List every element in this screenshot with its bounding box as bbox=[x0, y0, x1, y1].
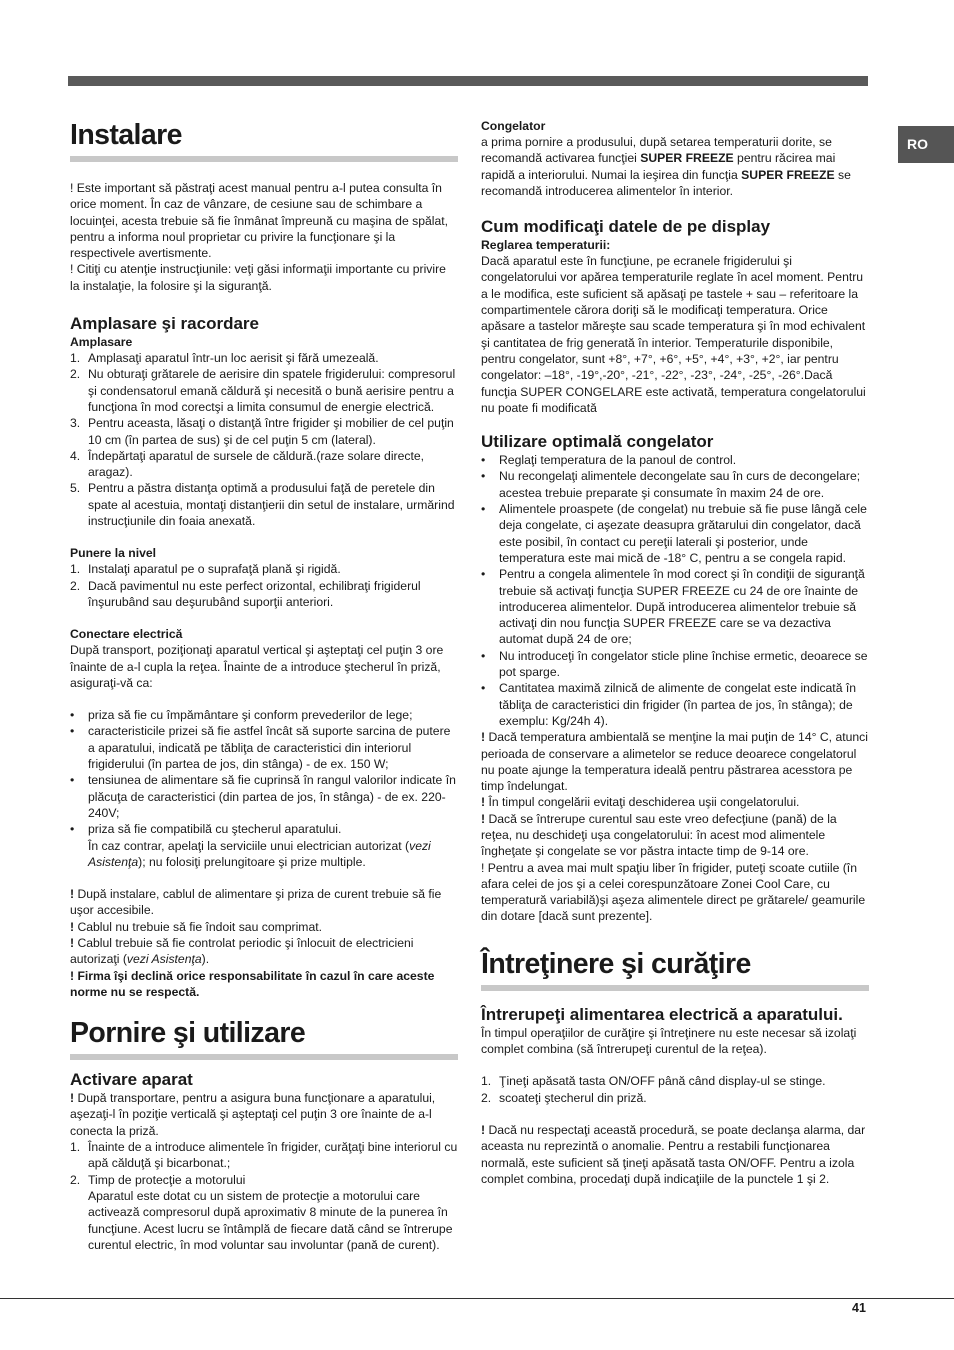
list-item: • Alimentele proaspete (de congelat) nu trebuie să fie puse lângă cele deja congelate, ci aşezate deasupra grătarului din congelator, dacă este posibil, în contact cu pereţii laterali şi posterior, unde temperatura este mai mică de -18° C, pentru a se congela rapid. bbox=[481, 502, 867, 565]
activare-intro: ! După transportare, pentru a asigura buna funcţionare a aparatului, aşezaţi-l în poziţie verticală şi aşteptaţi cel puţin 3 ore înainte de a-l conecta la priză. bbox=[70, 1091, 436, 1138]
subheading-congelator: Congelator bbox=[481, 119, 546, 133]
intrerupeti-list bbox=[481, 1073, 869, 1106]
list-item: 1. Amplasaţi aparatul într-un loc aerisit şi fără umezeală. bbox=[70, 351, 379, 366]
list-item: 5. Pentru a păstra distanţa optimă a produsului faţă de peretele din spate al acestuia, montaţi distanţierii din setul de instalare, urmărind instrucţiunile din foaia anexată. bbox=[70, 481, 455, 529]
subheading-punere-la-nivel: Punere la nivel bbox=[70, 546, 157, 561]
note-congelare: ! În timpul congelării evitaţi deschiderea uşii congelatorului. bbox=[481, 795, 800, 810]
heading-activare-aparat: Activare aparat bbox=[70, 1070, 193, 1090]
punere-list bbox=[70, 561, 458, 610]
heading-utilizare-optimala: Utilizare optimală congelator bbox=[481, 432, 714, 452]
congelator-paragraph: a prima pornire a produsului, după setarea temperaturii dorite, se recomandă activarea funcţiei SUPER FREEZE pentru răcirea mai rapidă a interiorului. Numai la ieşirea din funcţia SUPER FREEZE se recomandă introducerea alimentelor în interior. bbox=[481, 135, 851, 198]
list-item: 2. Timp de protecţie a motorului Aparatul este dotat cu un sistem de protecţie a motorului care activează compresorul după aproximativ 8 minute de la punerea în funcţiune. Acest lucru se întâmplă de fiecare dată când se întrerupe curentul electric, în mod voluntar sau involuntar (pană de curent). bbox=[70, 1172, 453, 1252]
subheading-conectare-electrica: Conectare electrică bbox=[70, 627, 183, 642]
list-item: • caracteristicile prizei să fie astfel încât să suporte sarcina de putere a aparatului, indicată pe tăbliţa de caracteristici din interiorul frigiderului (în partea de jos, din stânga) - de ex. 150 W; bbox=[70, 724, 451, 772]
list-item: • Pentru a congela alimentele în mod corect şi în condiţii de siguranţă trebuie să activaţi funcţia SUPER FREEZE cu 24 de ore înainte de introducerea alimentelor. După introducerea alimentelor trebuie să activaţi din nou funcţia SUPER FREEZE care se va dezactiva automat după 24 de ore; bbox=[481, 567, 865, 647]
note-spatiu: ! Pentru a avea mai mult spaţiu liber în frigider, puteţi scoate cutiile (în afara celei de jos şi a celei corespunzătoare Zonei Cool Care, cu temperatură variabilă)şi aşeza alimentele direct pe grătarele/ geamurile din dotare [dacă sunt prezente]. bbox=[481, 860, 866, 924]
list-item: 1. Înainte de a introduce alimentele în frigider, curăţaţi bine interiorul cu apă călduţă şi bicarbonat.; bbox=[70, 1140, 458, 1171]
list-item: • tensiunea de alimentare să fie cuprinsă în rangul valorilor indicate în plăcuţa de caracteristici (din partea de jos, în stânga) - de ex. 220-240V; bbox=[70, 773, 456, 820]
activare-list bbox=[70, 1139, 458, 1253]
intro-paragraph-1: ! Este important să păstraţi acest manual pentru a-l putea consulta în orice moment. În caz de vânzare, de cesiune sau de schimbare a locuinţei, acesta trebuie să fie înmânat împreună cu maşina de spălat, pentru a informa noul proprietar cu privire la funcţionare şi la respectivele avertismente. bbox=[70, 181, 449, 261]
heading-intretinere: Întreţinere şi curăţire bbox=[481, 945, 869, 991]
heading-display: Cum modificaţi datele de pe display bbox=[481, 217, 771, 237]
header-rule bbox=[68, 76, 868, 86]
intro-paragraph-2: ! Citiţi cu atenţie instrucţiunile: veţi găsi informaţii importante cu privire la instalaţie, la folosire şi la siguranţă. bbox=[70, 262, 446, 293]
amplasare-list bbox=[70, 350, 458, 529]
list-item: • priza să fie cu împământare şi conform prevederilor de lege; bbox=[70, 708, 413, 723]
subheading-amplasare: Amplasare bbox=[70, 335, 133, 350]
note-curent: ! Dacă se întrerupe curentul sau este vreo defecţiune (pană) de la reţea, nu deschideţi uşa congelatorului: în acest mod alimentele îngheţate şi congelate se vor păstra intacte timp de 9-14 ore. bbox=[481, 811, 837, 859]
list-item: 1. Instalaţi aparatul pe o suprafaţă plană şi rigidă. bbox=[70, 562, 341, 577]
warning-4: ! Firma îşi declină orice responsabilitate în cazul în care aceste norme nu se respectă. bbox=[70, 968, 435, 999]
heading-pornire-utilizare: Pornire şi utilizare bbox=[70, 1014, 458, 1060]
heading-instalare: Instalare bbox=[70, 116, 458, 162]
list-item: • Cantitatea maximă zilnică de alimente de congelat este indicată în tăbliţa de caracteristici din frigider (în partea de jos, în stânga); de exemplu: Kg/24h 4). bbox=[481, 681, 857, 728]
page-number: 41 bbox=[852, 1301, 866, 1315]
list-item: • Reglaţi temperatura de la panoul de control. bbox=[481, 453, 737, 468]
list-item: • priza să fie compatibilă cu ştecherul aparatului. În caz contrar, apelaţi la serviciile unui electrician autorizat (vezi Asistenţa); nu folosiţi prelungitoare şi prize multiple. bbox=[70, 822, 431, 869]
warning-3: ! Cablul trebuie să fie controlat periodic şi înlocuit de electricieni autorizaţi (vezi Asistenţa). bbox=[70, 935, 414, 967]
conectare-list bbox=[70, 707, 458, 870]
right-column bbox=[481, 118, 869, 1187]
utilizare-list bbox=[481, 452, 869, 729]
heading-intrerupeti: Întrerupeţi alimentarea electrică a aparatului. bbox=[481, 1004, 843, 1024]
warning-1: ! După instalare, cablul de alimentare şi priza de curent trebuie să fie uşor accesibile. bbox=[70, 887, 442, 918]
footer-rule bbox=[0, 1298, 954, 1299]
list-item: 4. Îndepărtaţi aparatul de sursele de căldură.(raze solare directe, aragaz). bbox=[70, 448, 425, 480]
subheading-reglarea: Reglarea temperaturii: bbox=[481, 238, 611, 253]
list-item: 2. scoateţi ştecherul din priză. bbox=[481, 1090, 647, 1105]
list-item: • Nu introduceţi în congelator sticle pline închise ermetic, deoarece se pot sparge. bbox=[481, 648, 868, 680]
alarm-note: ! Dacă nu respectaţi această procedură, se poate declanşa alarma, dar aceasta nu reprezintă o anomalie. Pentru a restabili funcţionarea normală, este suficient să ţineţi apăsată tasta ON/OFF. Pentru a izola complet combina, procedaţi după indicaţiile de la punctele 1 şi 2. bbox=[481, 1122, 866, 1186]
reglarea-paragraph: Dacă aparatul este în funcţiune, pe ecranele frigiderului şi congelatorului vor apărea temperaturile reglate în acel moment. Pentru a le modifica, este suficient să apăsaţi pe tastele + sau – referitoare la compartimentele cărora doriţi să le modificaţi temperatura. Orice apăsare a tastelor măreşte sau scade temperatura şi în mod echivalent şi cantitatea de frig generată în interior. Temperaturile disponibile, pentru congelator, sunt +8°, +7°, +6°, +5°, +4°, +3°, +2°, iar pentru congelator: –18°, -19°,-20°, -21°, -22°, -23°, -24°, -25°, -26°.Dacă funcţia SUPER CONGELARE este activată, temperatura congelatorului nu poate fi modificată bbox=[481, 254, 866, 415]
conectare-intro: După transport, poziţionaţi aparatul vertical şi aşteptaţi cel puţin 3 ore înainte de a-l cupla la reţea. Înainte de a introduce ştecherul în priză, asiguraţi-vă ca: bbox=[70, 643, 444, 690]
heading-amplasare-racordare: Amplasare şi racordare bbox=[70, 314, 259, 334]
left-column bbox=[70, 116, 458, 1253]
language-tab: RO bbox=[898, 126, 954, 163]
list-item: 2. Nu obturaţi grătarele de aerisire din spatele frigiderului: compresorul şi condensatorul emană căldură şi necesită o bună aerisire pentru a funcţiona în mod corectşi a limita consumul de energie electrică. bbox=[70, 367, 456, 414]
warning-2: ! Cablul nu trebuie să fie îndoit sau comprimat. bbox=[70, 919, 323, 934]
note-temperatura: ! Dacă temperatura ambientală se menţine la mai puţin de 14° C, atunci perioada de conservare a alimetelor se reduce deoarece congelatorul nu poate ajunge la temperatura ideală pentru păstrarea acesstora pe timp îndelungat. bbox=[481, 730, 868, 794]
list-item: 1. Ţineţi apăsată tasta ON/OFF până când display-ul se stinge. bbox=[481, 1074, 826, 1089]
list-item: 2. Dacă pavimentul nu este perfect orizontal, echilibraţi frigiderul înşurubând sau deşurubând suporţii anteriori. bbox=[70, 578, 421, 609]
list-item: • Nu recongelaţi alimentele decongelate sau în curs de decongelare; acestea trebuie preparate şi consumate în maxim 24 de ore. bbox=[481, 469, 861, 500]
list-item: 3. Pentru aceasta, lăsaţi o distanţă între frigider şi mobilier de cel puţin 10 cm (în partea de sus) şi de cel puţin 5 cm (lateral). bbox=[70, 416, 454, 447]
intrerupeti-paragraph: În timpul operaţiilor de curăţire şi întreţinere nu este necesar să izolaţi complet combina (să întrerupeţi curentul de la reţea). bbox=[481, 1025, 857, 1057]
